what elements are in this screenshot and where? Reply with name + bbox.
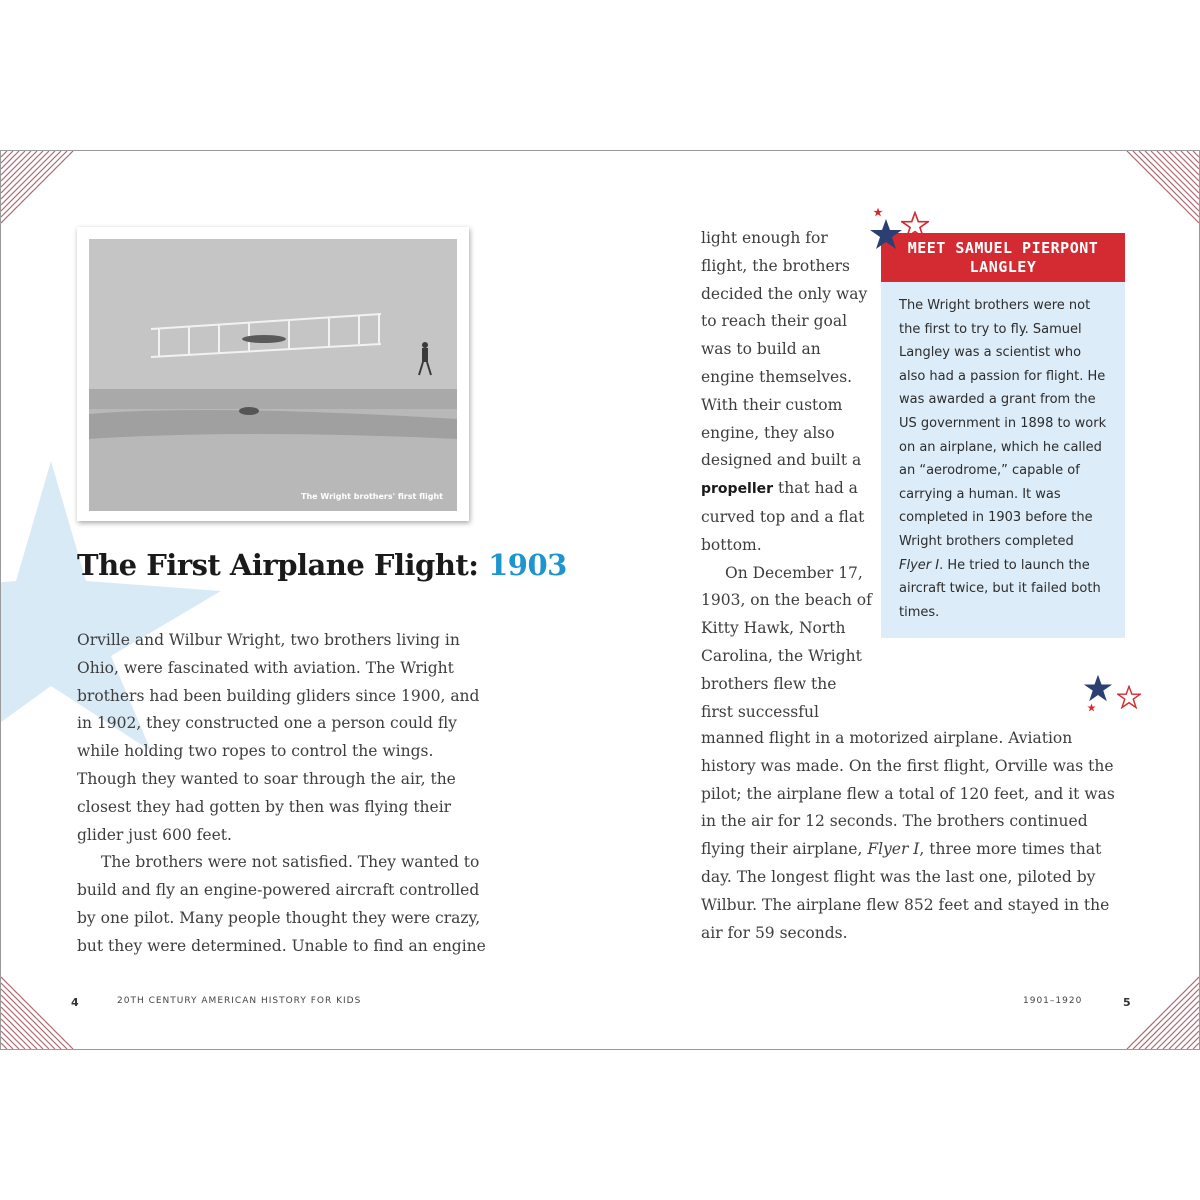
star-icon — [1117, 685, 1141, 709]
star-icon — [869, 217, 903, 251]
running-head-section: 1901–1920 — [1023, 996, 1083, 1006]
book-spread — [0, 150, 1200, 1050]
paragraph: The brothers were not satisfied. They wanted to build and fly an engine-powered aircraft controlled by one pilot. Many people thought they were crazy, but they were determined. Unable to find an engine — [77, 853, 486, 955]
running-head-book-title: 20TH CENTURY AMERICAN HISTORY FOR KIDS — [117, 996, 362, 1006]
italic-title: Flyer I — [867, 840, 920, 859]
heading-main: The First Airplane Flight: — [77, 548, 479, 582]
left-page-body — [77, 627, 497, 961]
paragraph: On December 17, 1903, on the beach of Kitty Hawk, North Carolina, the Wright brothers flew the first successful — [701, 563, 872, 721]
section-heading — [77, 547, 567, 583]
wright-flight-photo — [89, 239, 457, 511]
star-icon — [873, 207, 883, 217]
text-run: . He tried to launch the aircraft twice, but it failed both times. — [899, 557, 1101, 620]
left-page-number: 4 — [71, 996, 79, 1009]
star-icon — [1087, 703, 1096, 712]
sidebar-body — [881, 282, 1125, 638]
text-run: The Wright brothers were not the first to try to fly. Samuel Langley was a scientist who also had a passion for flight. He was awarded a grant from the US government in 1898 to work on an airplane, which he called an “aerodrome,” capable of carrying a human. It was completed in 1903 before the Wright brothers completed — [899, 298, 1107, 549]
right-page-number: 5 — [1123, 996, 1131, 1009]
vocab-word: propeller — [701, 481, 774, 498]
right-page-narrow-column — [701, 225, 873, 726]
corner-stripes-decoration — [1, 151, 79, 229]
heading-year: 1903 — [488, 548, 567, 582]
paragraph — [701, 725, 1121, 947]
text-run: , three more times that day. The longest flight was the last one, piloted by Wilbur. The airplane flew 852 feet and stayed in the air for 59 seconds. — [701, 840, 1110, 942]
star-icon — [901, 211, 929, 239]
paragraph: Orville and Wilbur Wright, two brothers living in Ohio, were fascinated with aviation. The Wright brothers had been building gliders since 1900, and in 1902, they constructed one a person could fly while holding two ropes to control the wings. Though they wanted to soar through the air, the closest they had gotten by then was flying their glider just 600 feet. — [77, 631, 480, 844]
text-run: manned flight in a motorized airplane. Aviation history was made. On the first flight, Orville was the pilot; the airplane flew a total of 120 feet, and it was in the air for 12 seconds. The brothers continued flying their airplane, — [701, 729, 1115, 859]
photo-frame — [77, 227, 469, 521]
sidebar-title: MEET SAMUEL PIERPONT LANGLEY — [881, 233, 1125, 282]
corner-stripes-decoration — [1121, 971, 1199, 1049]
photo-caption: The Wright brothers' first flight — [301, 492, 443, 501]
paragraph — [701, 225, 873, 560]
sidebar-paragraph — [899, 294, 1107, 624]
italic-title: Flyer I — [899, 557, 940, 573]
text-run: that had a curved top and a flat bottom. — [701, 479, 865, 554]
corner-stripes-decoration — [1, 971, 79, 1049]
sidebar-box — [881, 233, 1125, 638]
photo-scene — [89, 239, 457, 511]
star-icon — [1083, 673, 1113, 703]
right-page-wide-column — [701, 725, 1121, 947]
text-run: light enough for flight, the brothers decided the only way to reach their goal was to build an engine themselves. With their custom engine, they also designed and built a — [701, 229, 868, 470]
corner-stripes-decoration — [1121, 151, 1199, 229]
